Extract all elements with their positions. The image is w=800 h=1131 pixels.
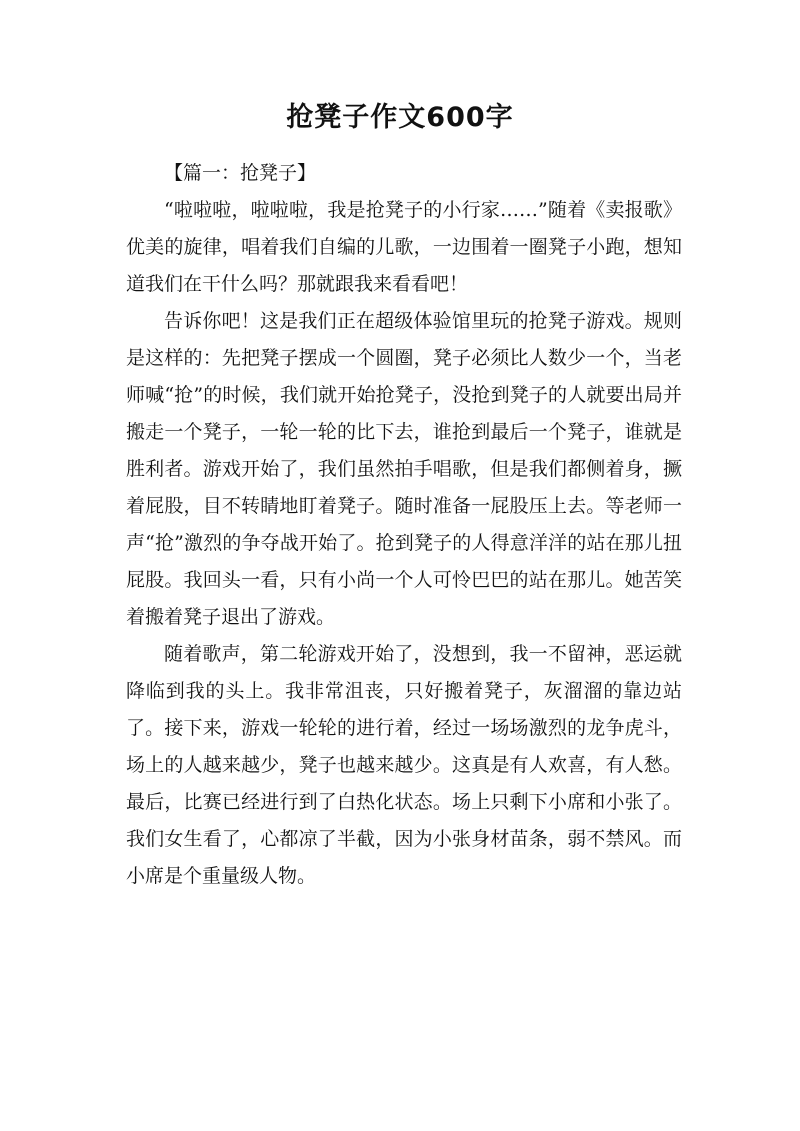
paragraph-2: 告诉你吧！这是我们正在超级体验馆里玩的抢凳子游戏。规则是这样的：先把凳子摆成一个圆圈，凳子必须比人数少一个，当老师喊“抢”的时候，我们就开始抢凳子，没抢到凳子的人就要出局并搬走一个凳子，一轮一轮的比下去，谁抢到最后一个凳子，谁就是胜利者。游戏开始了，我们虽然拍手唱歌，但是我们都侧着身，撅着屁股，目不转睛地盯着凳子。随时准备一屁股压上去。等老师一声“抢”激烈的争夺战开始了。抢到凳子的人得意洋洋的站在那儿扭屁股。我回头一看，只有小尚一个人可怜巴巴的站在那儿。她苦笑着搬着凳子退出了游戏。: [126, 310, 682, 628]
section-heading: 【篇一：抢凳子】: [164, 162, 317, 184]
document-title: 抢凳子作文600字: [286, 102, 514, 133]
paragraph-3: 随着歌声，第二轮游戏开始了，没想到，我一不留神，恶运就降临到我的头上。我非常沮丧，只好搬着凳子，灰溜溜的靠边站了。接下来，游戏一轮轮的进行着，经过一场场激烈的龙争虎斗，场上的人越来越少，凳子也越来越少。这真是有人欢喜，有人愁。最后，比赛已经进行到了白热化状态。场上只剩下小席和小张了。我们女生看了，心都凉了半截，因为小张身材苗条，弱不禁风。而小席是个重量级人物。: [126, 643, 682, 887]
paragraph-1: “啦啦啦，啦啦啦，我是抢凳子的小行家……”随着《卖报歌》优美的旋律，唱着我们自编的儿歌，一边围着一圈凳子小跑，想知道我们在干什么吗？那就跟我来看看吧！: [126, 199, 682, 295]
document-body: [126, 155, 682, 895]
